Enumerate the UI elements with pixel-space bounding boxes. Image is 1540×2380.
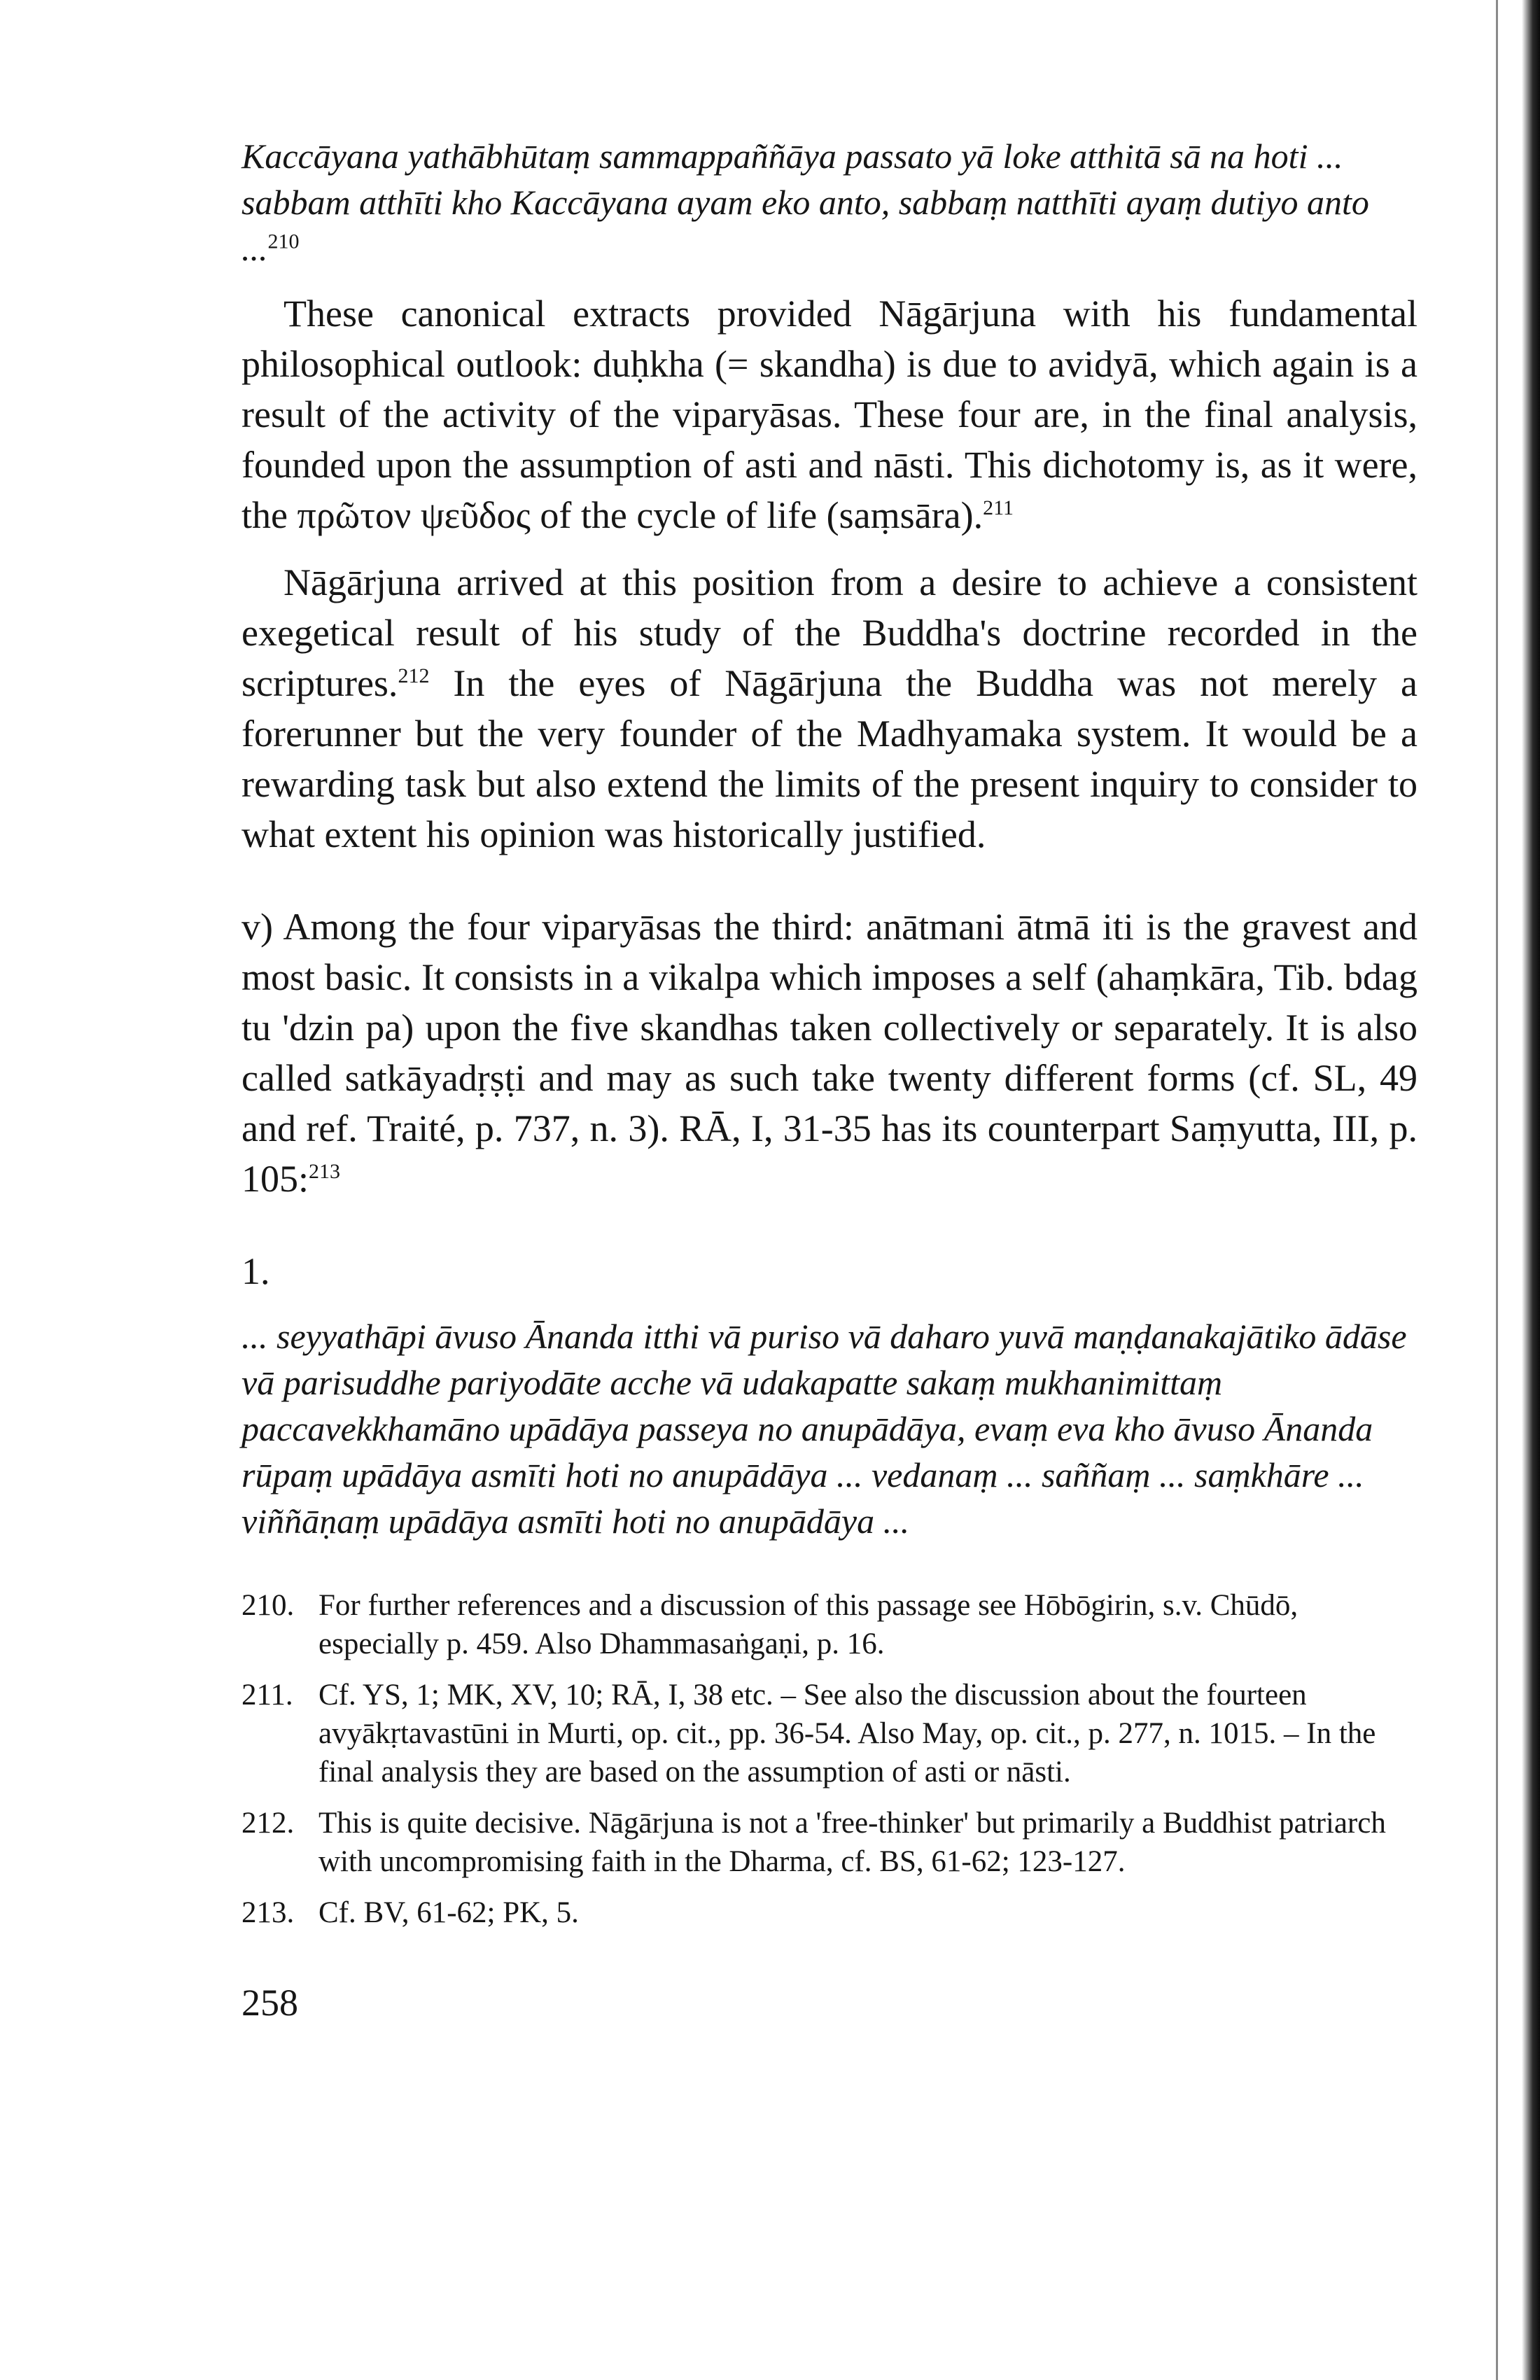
page-text — [241, 133, 1418, 2024]
footnote-ref-212[interactable]: 212 — [398, 664, 430, 687]
paragraph-3 — [241, 902, 1418, 1204]
paragraph-2 — [241, 557, 1418, 860]
page-edge-line — [1496, 0, 1498, 2380]
footnotes — [241, 1586, 1418, 1932]
footnote-211 — [241, 1676, 1418, 1791]
footnote-210 — [241, 1586, 1418, 1663]
paragraph-2-text-a: Nāgārjuna arrived at this position from a desire to achieve a consistent exegetical result of his study of the Buddha's doctrine recorded in the scriptures. — [241, 561, 1418, 704]
page-number: 258 — [241, 1982, 298, 2024]
footnote-213 — [241, 1893, 1418, 1932]
footnote-number: 212. — [241, 1807, 295, 1840]
footnote-text: Cf. BV, 61-62; PK, 5. — [318, 1896, 579, 1929]
paragraph-3-text: v) Among the four viparyāsas the third: anātmani ātmā iti is the gravest and most basic. It consists in a vikalpa which imposes a self (ahaṃkāra, Tib. bdag tu 'dzin pa) upon the five skandhas taken collectively or separately. It is also called satkāyadṛṣṭi and may as such take twenty different forms (cf. SL, 49 and ref. Traité, p. 737, n. 3). RĀ, I, 31-35 has its counterpart Saṃyutta, III, p. 105: — [241, 906, 1418, 1200]
footnote-text: Cf. YS, 1; MK, XV, 10; RĀ, I, 38 etc. – See also the discussion about the fourteen avyākṛtavastūni in Murti, op. cit., pp. 36-54. Also May, op. cit., p. 277, n. 1015. – In the final analysis they are based on the assumption of asti or nāsti. — [318, 1679, 1376, 1788]
footnote-ref-211[interactable]: 211 — [983, 496, 1014, 519]
item-label: 1. — [241, 1250, 270, 1292]
pali-quote-1 — [241, 133, 1418, 272]
paragraph-1-text: These canonical extracts provided Nāgārjuna with his fundamental philosophical outlook: duḥkha (= skandha) is due to avidyā, which again is a result of the activity of the viparyāsas. These four are, in the final analysis, founded upon the assumption of asti and nāsti. This dichotomy is, as it were, the πρῶτον ψεῦδος of the cycle of life (saṃsāra). — [241, 293, 1418, 536]
footnote-number: 213. — [241, 1896, 295, 1929]
paragraph-2-text-b: In the eyes of Nāgārjuna the Buddha was not merely a forerunner but the very founder of the Madhyamaka system. It would be a rewarding task but also extend the limits of the present inquiry to consider to what extent his opinion was historically justified. — [241, 662, 1418, 855]
paragraph-1 — [241, 288, 1418, 540]
pali-quote-2: ... seyyathāpi āvuso Ānanda itthi vā puriso vā daharo yuvā maṇḍanakajātiko ādāse vā parisuddhe pariyodāte acche vā udakapatte sakaṃ mukhanimittaṃ paccavekkhamāno upādāya passeya no anupādāya, evaṃ eva kho āvuso Ānanda rūpaṃ upādāya asmīti hoti no anupādāya ... vedanaṃ ... saññaṃ ... saṃkhāre ... viññāṇaṃ upādāya asmīti hoti no anupādāya ... — [241, 1317, 1407, 1541]
pali-quote-1-text: Kaccāyana yathābhūtaṃ sammappaññāya passato yā loke atthitā sā na hoti ... sabbam atthīti kho Kaccāyana ayam eko anto, sabbaṃ natthīti ayaṃ dutiyo anto ... — [241, 136, 1369, 268]
footnote-number: 210. — [241, 1589, 295, 1622]
footnote-212 — [241, 1804, 1418, 1881]
footnote-ref-210[interactable]: 210 — [267, 230, 300, 253]
footnote-number: 211. — [241, 1679, 293, 1712]
book-spine-shadow — [1522, 0, 1540, 2380]
footnote-text: For further references and a discussion of this passage see Hōbōgirin, s.v. Chūdō, especially p. 459. Also Dhammasaṅgaṇi, p. 16. — [318, 1589, 1298, 1660]
footnote-ref-213[interactable]: 213 — [309, 1160, 341, 1183]
footnote-text: This is quite decisive. Nāgārjuna is not a 'free-thinker' but primarily a Buddhist patriarch with uncompromising faith in the Dharma, cf. BS, 61-62; 123-127. — [318, 1807, 1386, 1878]
